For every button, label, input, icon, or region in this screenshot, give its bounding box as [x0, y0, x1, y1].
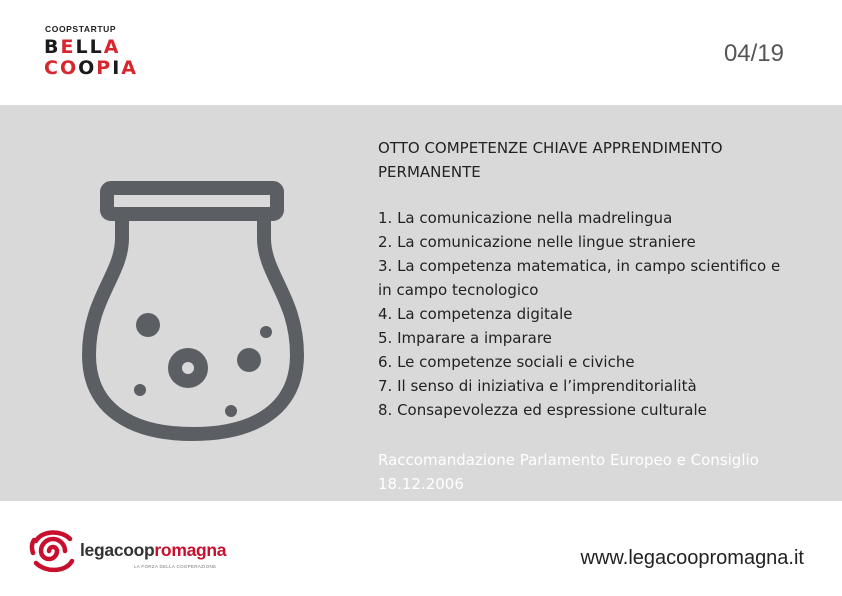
legacoop-romagna-logo	[28, 527, 228, 577]
list-item: 4. La competenza digitale	[378, 305, 573, 323]
list-item: 1. La comunicazione nella madrelingua	[378, 209, 673, 227]
list-item: 8. Consapevolezza ed espressione culturale	[378, 401, 707, 419]
logo-row-bella: BELLA	[44, 36, 121, 58]
legacoop-brand-name: legacoopromagna	[80, 540, 227, 560]
list-item: 3. La competenza matematica, in campo scientifico e in campo tecnologico	[378, 257, 781, 299]
logo-row-coopia: COOPIA	[44, 57, 138, 79]
slide-title: OTTO COMPETENZE CHIAVE APPRENDIMENTO PERMANENTE	[378, 139, 723, 181]
bella-coopia-logo	[42, 24, 152, 82]
website-link[interactable]: www.legacoopromagna.it	[580, 547, 804, 569]
list-item: 6. Le competenze sociali e civiche	[378, 353, 635, 371]
legacoop-tagline: LA FORZA DELLA COOPERAZIONE	[134, 564, 217, 569]
slide-content	[378, 136, 798, 422]
list-item: 5. Imparare a imparare	[378, 329, 552, 347]
legacoop-spiral-icon	[28, 527, 78, 575]
flask-icon	[82, 180, 304, 442]
list-item: 7. Il senso di iniziativa e l’imprenditorialità	[378, 377, 697, 395]
list-item: 2. La comunicazione nelle lingue straniere	[378, 233, 696, 251]
logo-coopstartup-text: COOPSTARTUP	[45, 24, 117, 34]
page-number: 04/19	[723, 40, 784, 67]
source-citation: Raccomandazione Parlamento Europeo e Consiglio 18.12.2006	[378, 451, 759, 493]
competences-list	[378, 206, 798, 422]
